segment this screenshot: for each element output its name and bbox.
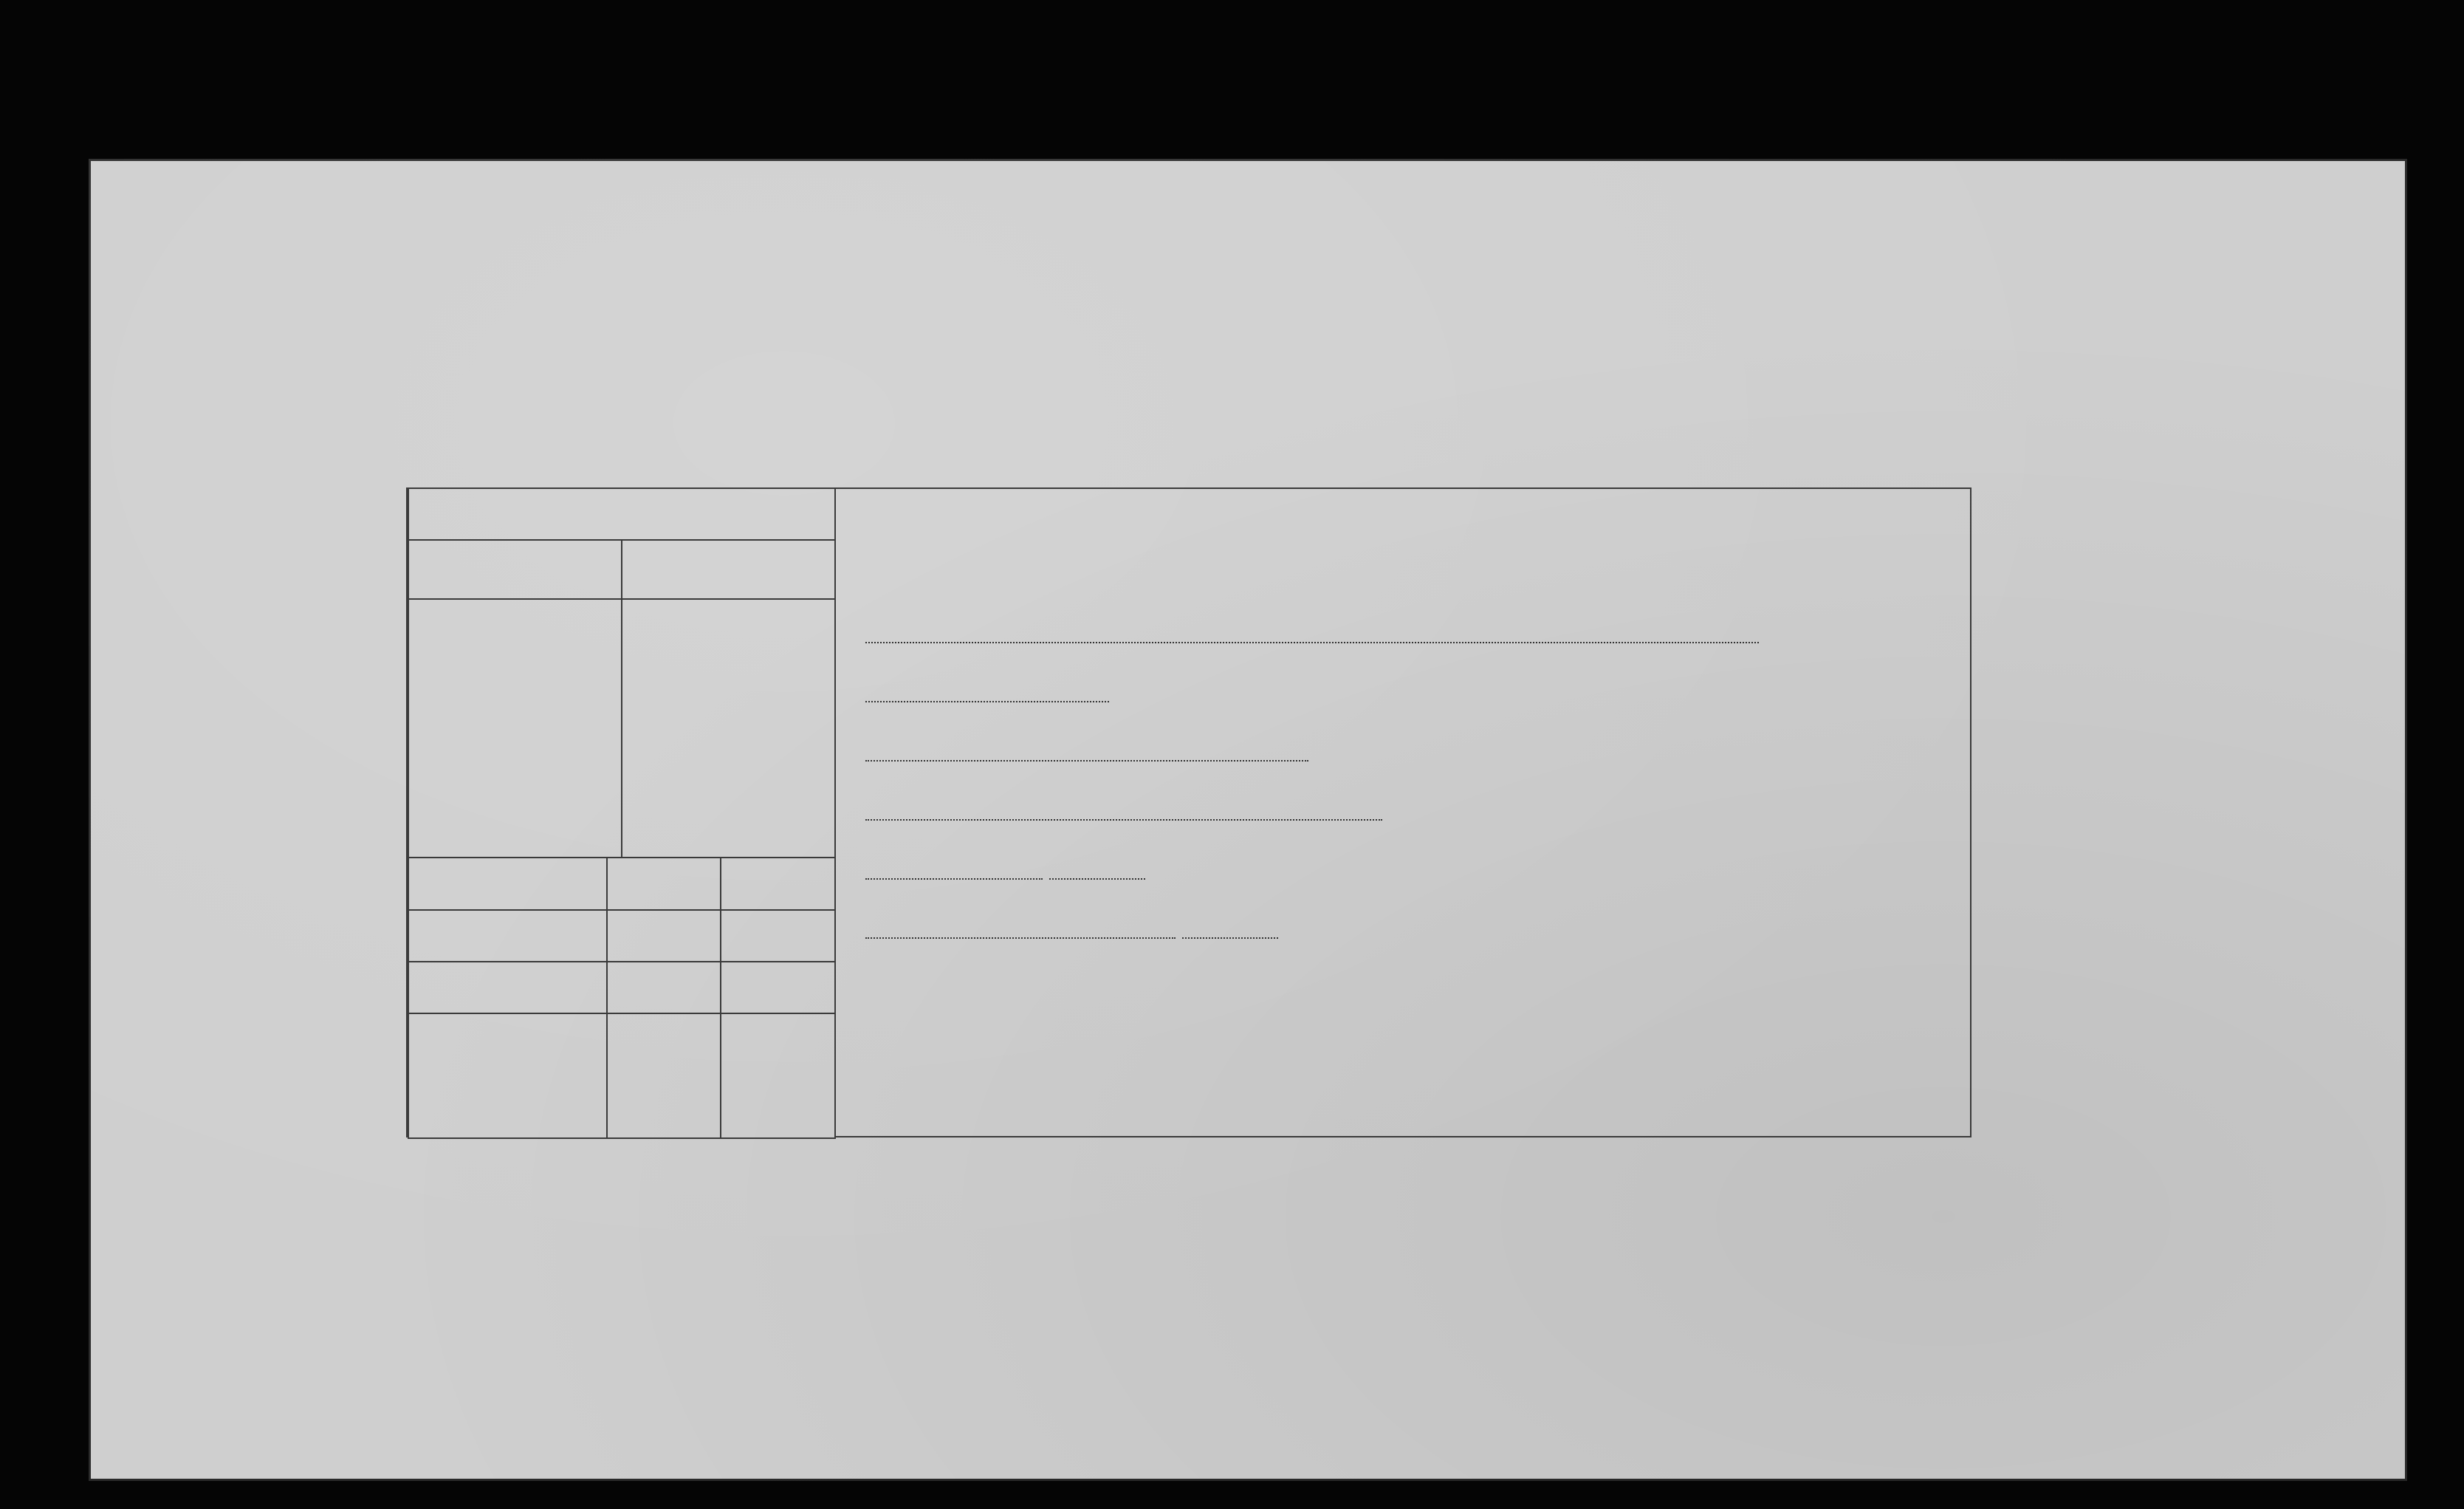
des-header <box>607 858 721 910</box>
answer-village-distance[interactable] <box>1049 877 1145 880</box>
orchard-label <box>409 910 607 962</box>
lease-grid <box>89 979 2407 1481</box>
has-label <box>409 858 607 910</box>
crop-grid <box>89 159 2407 487</box>
answer-land-type[interactable] <box>865 759 1308 762</box>
kor-header <box>721 858 834 910</box>
orchard-kor[interactable] <box>721 910 834 962</box>
answer-market[interactable] <box>865 937 1176 939</box>
answer-market-distance[interactable] <box>1182 937 1278 939</box>
answer-village[interactable] <box>865 877 1043 880</box>
trade-qty-header <box>622 540 835 599</box>
lease-table <box>89 979 2407 1481</box>
answer-other-land[interactable] <box>865 700 1109 702</box>
orchard-des[interactable] <box>607 910 721 962</box>
answer-owner[interactable] <box>865 641 1759 643</box>
crop-table <box>89 159 2407 487</box>
trade-qty-cell[interactable] <box>622 599 835 858</box>
trade-title <box>408 488 835 540</box>
trade-name-header <box>408 540 622 599</box>
answer-farming[interactable] <box>865 818 1382 821</box>
trade-name-cell[interactable] <box>408 599 622 858</box>
census-card <box>89 159 2407 1481</box>
